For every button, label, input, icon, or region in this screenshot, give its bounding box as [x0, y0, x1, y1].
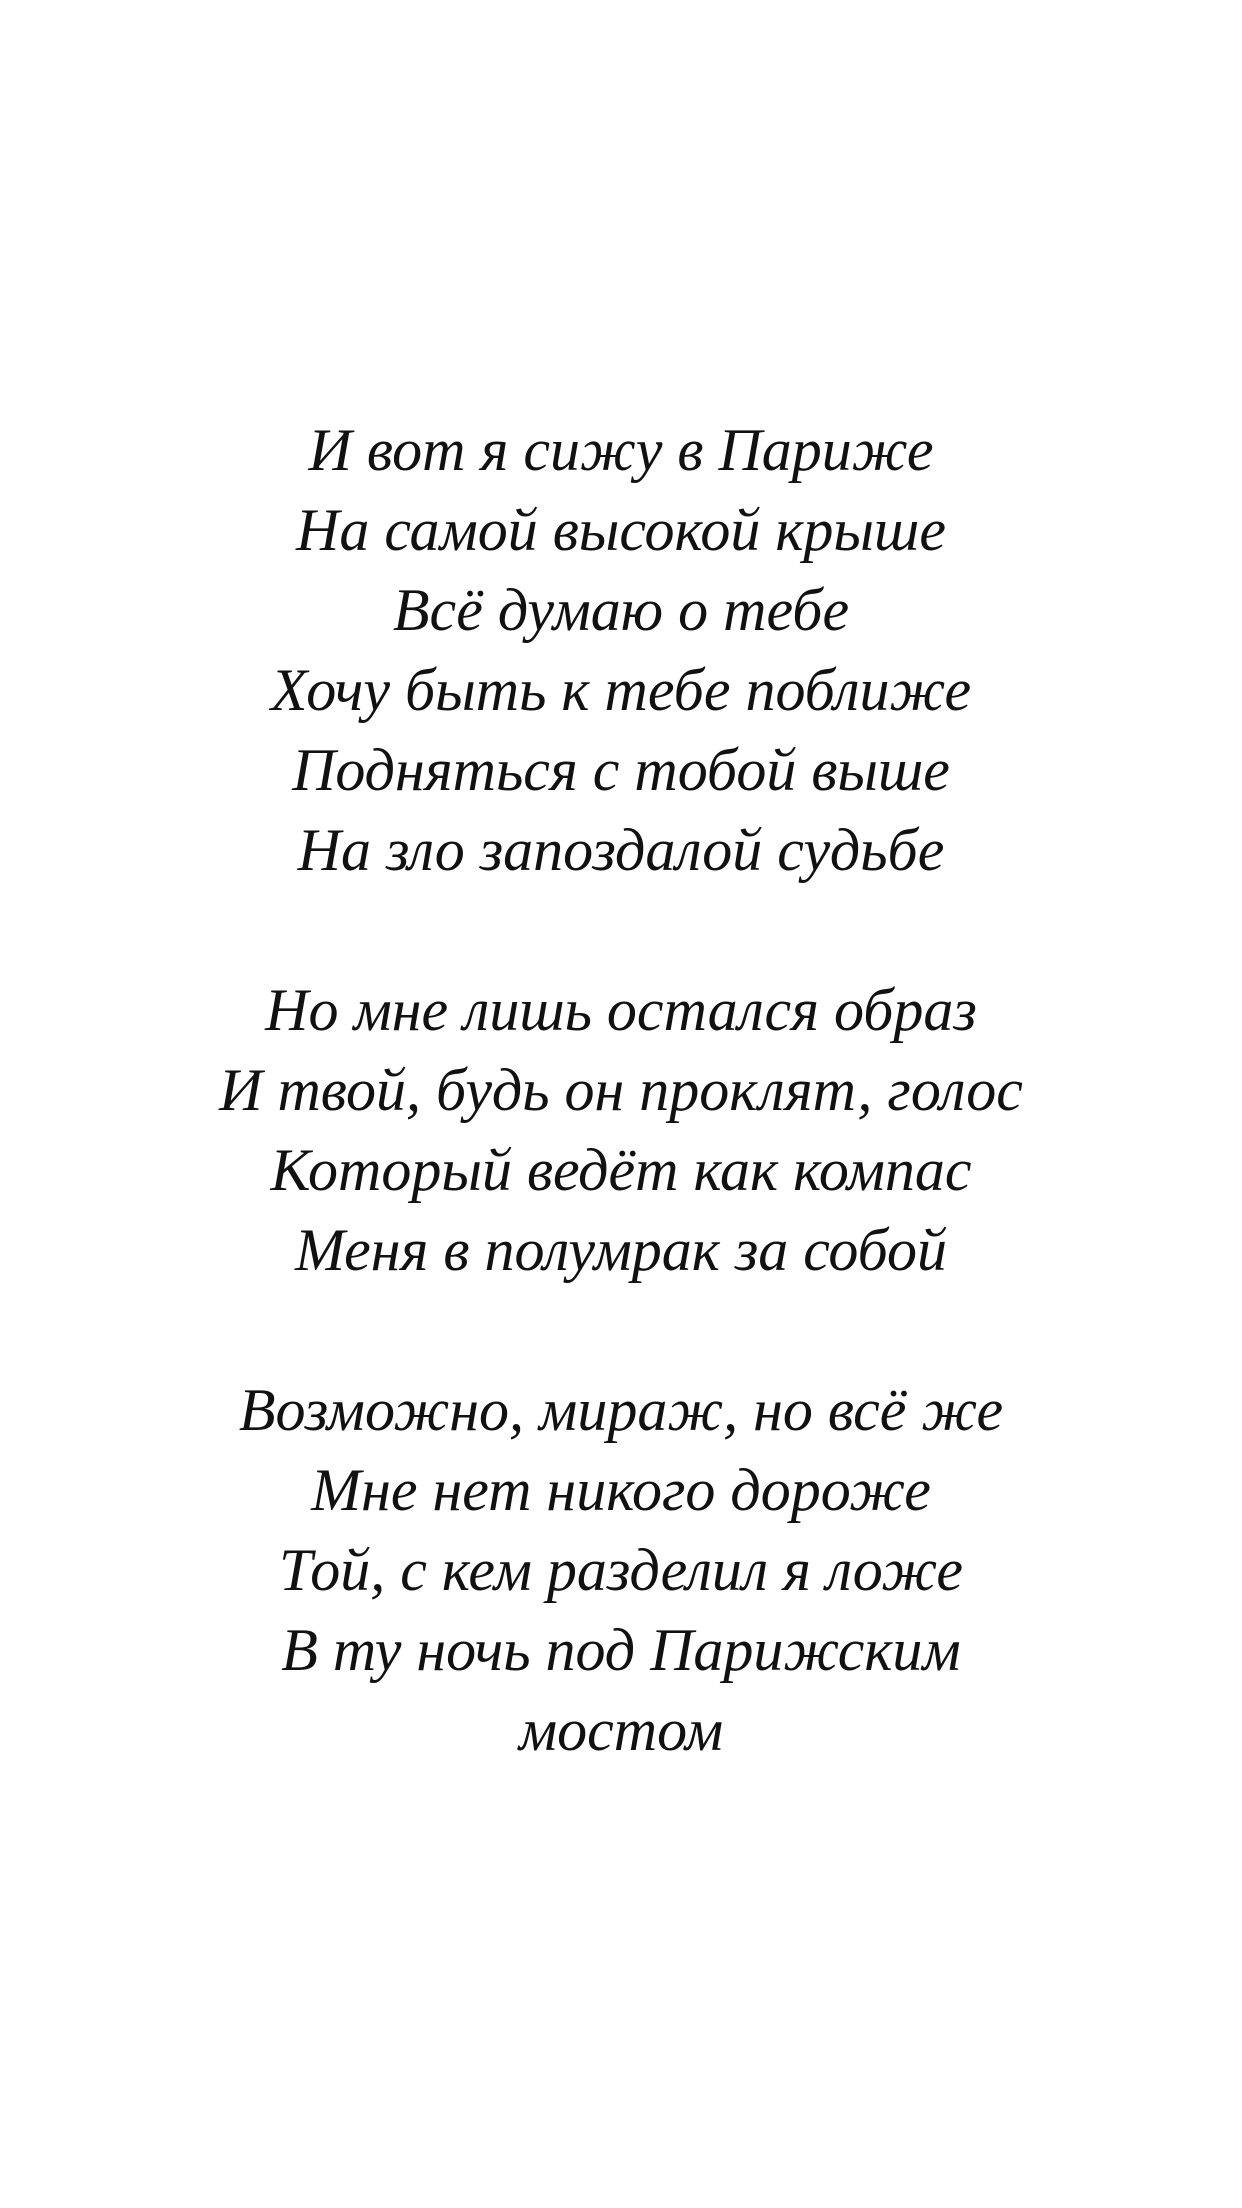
poem-text: [0, 410, 1242, 1770]
poem-line: В ту ночь под Парижским: [281, 1617, 961, 1683]
poem-line: Который ведёт как компас: [270, 1137, 972, 1203]
poem-line: Всё думаю о тебе: [392, 577, 850, 643]
poem-line: Меня в полумрак за собой: [295, 1217, 947, 1283]
poem-line: Хочу быть к тебе поближе: [270, 657, 972, 723]
poem-line: Подняться с тобой выше: [292, 737, 950, 803]
poem-line: И твой, будь он проклят, голос: [219, 1057, 1023, 1123]
poem-line: Той, с кем разделил я ложе: [279, 1537, 963, 1603]
poem-line: мостом: [518, 1697, 724, 1763]
poem-line: Возможно, мираж, но всё же: [238, 1377, 1004, 1443]
poem-line: Но мне лишь остался образ: [265, 977, 977, 1043]
poem-line: На самой высокой крыше: [296, 497, 946, 563]
stanza-3: [0, 1370, 1242, 1770]
stanza-1: [0, 410, 1242, 890]
poem-line: Мне нет никого дороже: [311, 1457, 931, 1523]
poem-line: И вот я сижу в Париже: [308, 417, 934, 483]
poem-line: На зло запоздалой судьбе: [297, 817, 945, 883]
stanza-2: [0, 970, 1242, 1290]
